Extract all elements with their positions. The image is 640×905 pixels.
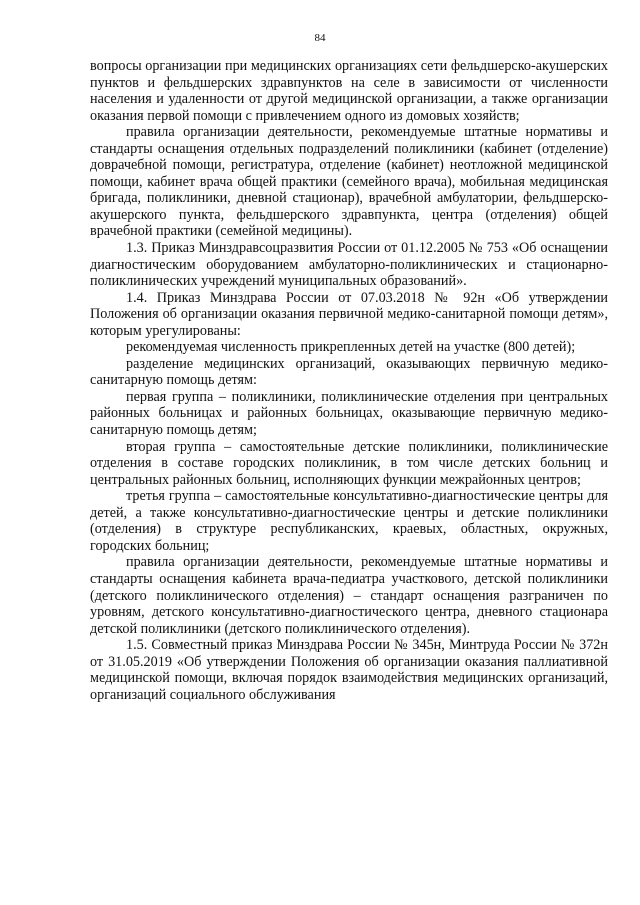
- paragraph: правила организации деятельности, рекомендуемые штатные нормативы и стандарты оснащения отдельных подразделений поликлиники (кабинет (отделение) доврачебной помощи, регистратура, отделение (кабинет) неотложной медицинской помощи, кабинет врача общей практики (семейного врача), мобильная медицинская бригада, поликлиники, дневной стационар), врачебной амбулатории, фельдшерско-акушерского пункта, фельдшерского здравпункта, центра (отделения) общей врачебной практики (семейной медицины).: [90, 124, 608, 240]
- paragraph: первая группа – поликлиники, поликлинические отделения при центральных районных больницах и районных больницах, оказывающие первичную медико-санитарную помощь детям;: [90, 388, 608, 439]
- paragraph: 1.5. Совместный приказ Минздрава России № 345н, Минтруда России № 372н от 31.05.2019 «Об утверждении Положения об организации оказания паллиативной медицинской помощи, включая порядок взаимодействия медицинских организаций, организаций социального обслуживания: [90, 637, 608, 703]
- paragraph: вторая группа – самостоятельные детские поликлиники, поликлинические отделения в составе городских поликлиник, в том числе детских больниц и центральных районных больниц, исполняющих функции межрайонных центров;: [90, 438, 608, 488]
- paragraph: вопросы организации при медицинских организациях сети фельдшерско-акушерских пунктов и фельдшерских здравпунктов на селе в зависимости от численности населения и удаленности от другой медицинской организации, а также организации оказания первой помощи с привлечением одного из домовых хозяйств;: [90, 58, 608, 124]
- page-body: [90, 58, 608, 703]
- paragraph: 1.3. Приказ Минздравсоцразвития России от 01.12.2005 № 753 «Об оснащении диагностическим оборудованием амбулаторно-поликлинических и стационарно-поликлинических учреждений муниципальных образований».: [90, 240, 608, 290]
- paragraph: третья группа – самостоятельные консультативно-диагностические центры для детей, а также консультативно-диагностические центры и детские поликлиники (отделения) в структуре республиканских, краевых, областных, окружных, городских больниц;: [90, 488, 608, 554]
- paragraph: 1.4. Приказ Минздрава России от 07.03.2018 № 92н «Об утверждении Положения об организации оказания первичной медико-санитарной помощи детям», которым урегулированы:: [90, 289, 608, 339]
- paragraph: рекомендуемая численность прикрепленных детей на участке (800 детей);: [126, 339, 576, 356]
- paragraph: разделение медицинских организаций, оказывающих первичную медико-санитарную помощь детям:: [90, 355, 608, 389]
- page-number: 84: [314, 32, 326, 44]
- paragraph: правила организации деятельности, рекомендуемые штатные нормативы и стандарты оснащения кабинета врача-педиатра участкового, детской поликлиники (детского поликлинического отделения) – стандарт оснащения разграничен по уровням, детского консультативно-диагностического центра, дневного стационара детской поликлиники (детского поликлинического отделения).: [90, 554, 608, 637]
